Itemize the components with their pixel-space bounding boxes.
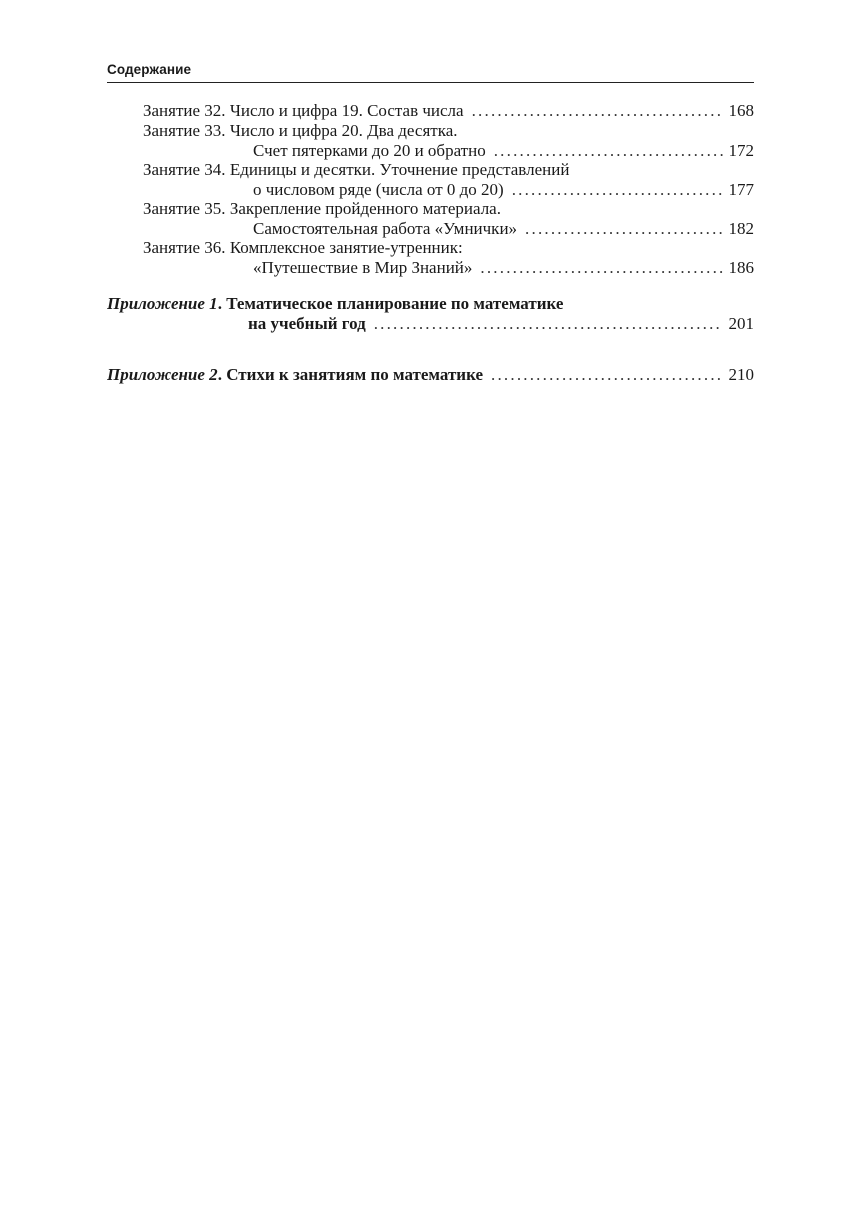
- dot-leader: [494, 141, 723, 161]
- appendix-label: Приложение 2: [107, 365, 218, 384]
- lesson-title-line: «Путешествие в Мир Знаний»: [253, 258, 473, 277]
- lesson-title-line: Число и цифра 19. Состав числа: [229, 101, 464, 120]
- page-number: 182: [728, 219, 754, 238]
- toc-entry-lesson-36[interactable]: [143, 238, 754, 258]
- toc-entry-lesson-33-cont[interactable]: [253, 141, 754, 161]
- lesson-label: Занятие 32.: [143, 101, 226, 120]
- dot-leader: [374, 314, 723, 334]
- page-number: 186: [728, 258, 754, 277]
- lesson-label: Занятие 36.: [143, 238, 226, 257]
- page-number: 201: [728, 314, 754, 333]
- toc-entry-appendix-2[interactable]: [107, 365, 754, 385]
- toc-entry-lesson-36-cont[interactable]: [253, 258, 754, 278]
- appendix-separator: .: [217, 365, 222, 384]
- dot-leader: [472, 101, 723, 121]
- page-number: 177: [728, 180, 754, 199]
- toc-entry-text: [143, 101, 464, 121]
- toc-entry-appendix-1[interactable]: [107, 294, 754, 314]
- appendix-title-line: Стихи к занятиям по математике: [226, 365, 484, 384]
- toc-entry-lesson-34[interactable]: [143, 160, 754, 180]
- appendix-title-line: Тематическое планирование по математике: [226, 294, 564, 313]
- toc-entry-lesson-32[interactable]: [143, 101, 754, 121]
- lesson-title-line: Счет пятерками до 20 и обратно: [253, 141, 486, 160]
- lesson-label: Занятие 34.: [143, 160, 226, 179]
- toc-entry-lesson-35-cont[interactable]: [253, 219, 754, 239]
- lesson-title-line: Закрепление пройденного материала.: [229, 199, 501, 218]
- toc-entry-lesson-35[interactable]: [143, 199, 754, 219]
- page-number: 210: [728, 365, 754, 384]
- appendix-title-line: на учебный год: [248, 314, 366, 333]
- toc-entry-lesson-33[interactable]: [143, 121, 754, 141]
- lesson-title-line: Самостоятельная работа «Умнички»: [253, 219, 518, 238]
- running-head-title: Содержание: [107, 62, 192, 77]
- toc-entry-appendix-1-cont[interactable]: [248, 314, 754, 334]
- lesson-title-line: о числовом ряде (числа от 0 до 20): [253, 180, 504, 199]
- dot-leader: [480, 258, 722, 278]
- lesson-label: Занятие 33.: [143, 121, 226, 140]
- toc-entry-text: [107, 365, 483, 385]
- page-number: 172: [728, 141, 754, 160]
- dot-leader: [512, 180, 723, 200]
- lesson-title-line: Число и цифра 20. Два десятка.: [229, 121, 458, 140]
- appendix-label: Приложение 1: [107, 294, 218, 313]
- header-rule: [107, 82, 754, 83]
- page-number: 168: [728, 101, 754, 120]
- toc-entry-lesson-34-cont[interactable]: [253, 180, 754, 200]
- lesson-label: Занятие 35.: [143, 199, 226, 218]
- dot-leader: [525, 219, 722, 239]
- lesson-title-line: Комплексное занятие-утренник:: [229, 238, 463, 257]
- dot-leader: [491, 365, 722, 385]
- appendix-separator: .: [217, 294, 222, 313]
- lesson-title-line: Единицы и десятки. Уточнение представлений: [229, 160, 570, 179]
